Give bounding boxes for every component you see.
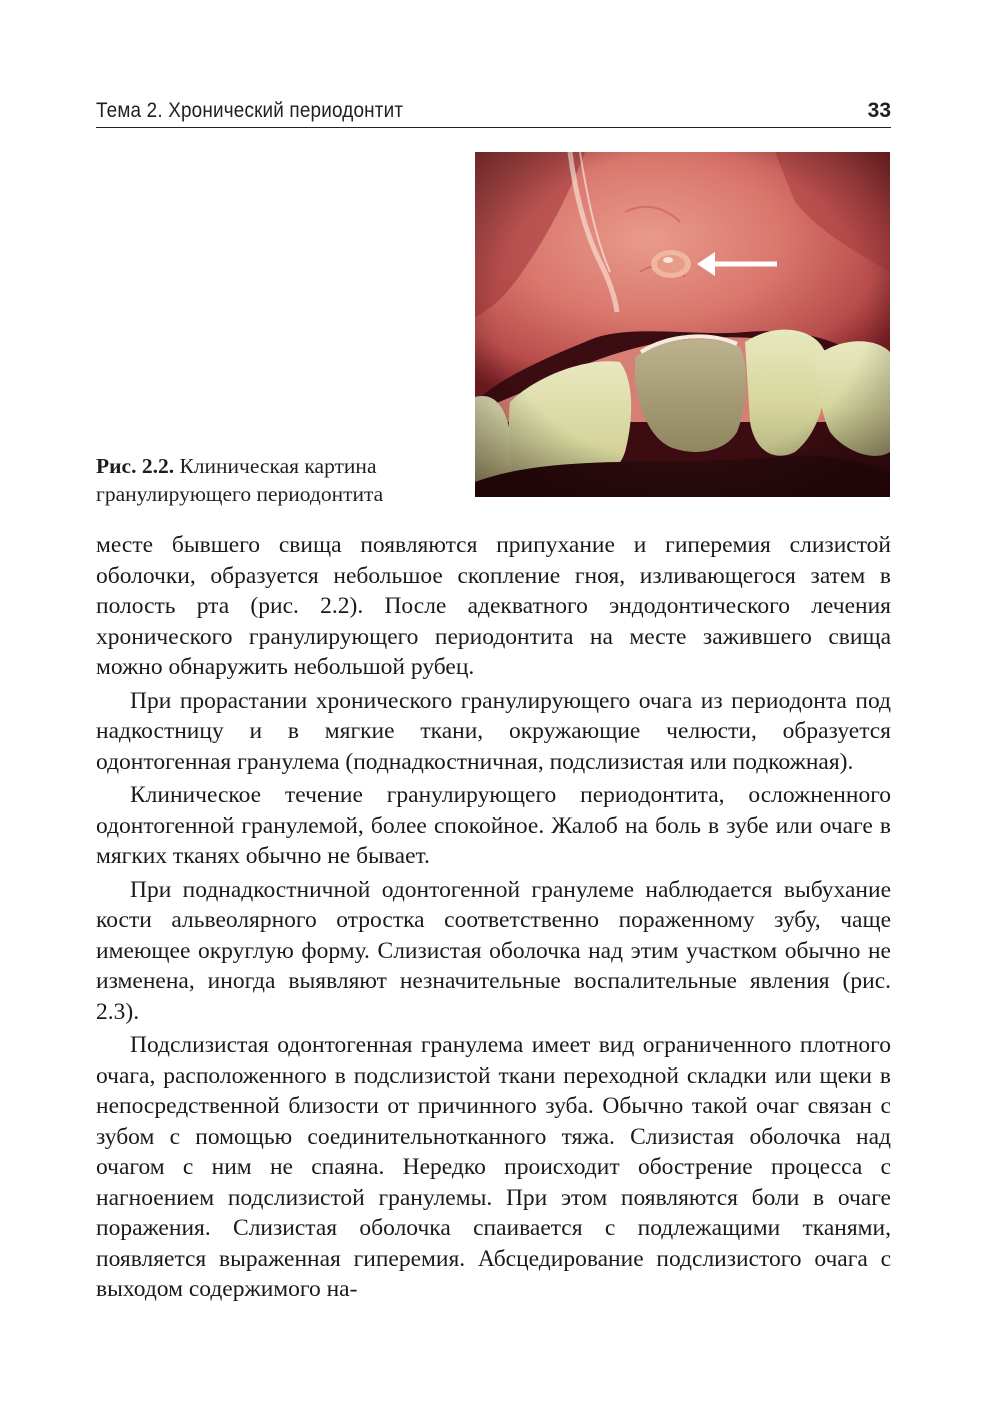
running-header <box>96 95 891 128</box>
paragraph: Клиническое течение гранулирующего периодонтита, осложненного одонтогенной гранулемой, более спокойное. Жалоб на боль в зубе или очаге в мягких тканях обычно не бывает. <box>96 782 891 869</box>
page-number: 33 <box>867 99 891 122</box>
caption-label: Рис. 2.2. <box>96 454 175 478</box>
body-text <box>96 530 891 1305</box>
paragraph: При прорастании хронического гранулирующего очага из периодонта под надкостницу и в мягкие ткани, окружающие челюсти, образуется одонтогенная гранулема (поднадкостничная, подслизистая или подкожная). <box>96 687 891 775</box>
clinical-photo-figure <box>475 152 890 497</box>
figure-caption <box>96 452 466 508</box>
paragraph: При поднадкостничной одонтогенной гранулеме наблюдается выбухание кости альвеолярного отростка соответственно пораженному зубу, чаще имеющее округлую форму. Слизистая оболочка над этим участком обычно не изменена, иногда выявляют незначительные воспалительные явления (рис. 2.3). <box>96 876 891 1025</box>
chapter-title: Тема 2. Хронический периодонтит <box>96 99 404 122</box>
paragraph: Подслизистая одонтогенная гранулема имеет вид ограниченного плотного очага, расположенного в подслизистой ткани переходной складки или щеки в непосредственной близости от причинного зуба. Обычно такой очаг связан с зубом с помощью соединительнотканного тяжа. Слизистая оболочка над очагом с ним не спаяна. Нередко происходит обострение процесса с нагноением подслизистой гранулемы. При этом появляются боли в очаге поражения. Слизистая оболочка спаивается с подлежащими тканями, появляется выраженная гиперемия. Абсцедирование подслизистого очага с выходом содержимого на- <box>96 1032 891 1302</box>
clinical-photo <box>475 152 890 497</box>
caption-text: Клиническая картина гранулирующего периодонтита <box>96 454 384 506</box>
paragraph: месте бывшего свища появляются припухание и гиперемия слизистой оболочки, образуется небольшое скопление гноя, изливающегося затем в полость рта (рис. 2.2). После адекватного эндодонтического лечения хронического гранулирующего периодонтита на месте зажившего свища можно обнаружить небольшой рубец. <box>96 532 891 680</box>
